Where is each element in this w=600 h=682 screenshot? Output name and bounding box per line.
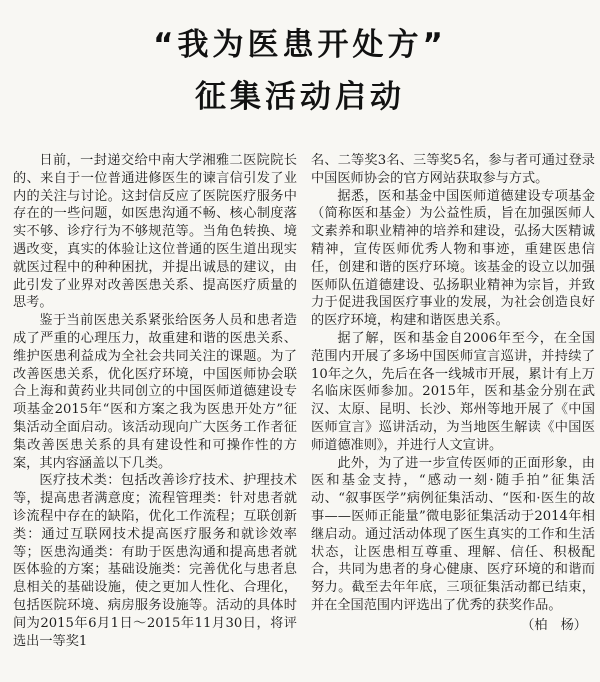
- paragraph: 此外，为了进一步宣传医师的正面形象，由医和基金支持，“感动一刻·随手拍”征集活动、“叙事医学”病例征集活动、“医和·医生的故事——医师正能量”微电影征集活动于2014年相继启动。通过活动体现了医生真实的工作和生活状态，让医患相互尊重、理解、信任、积极配合，共同为患者的身心健康、医疗环境的和谐而努力。截至去年年底，三项征集活动都已结束，并在全国范围内评选出了优秀的获奖作品。: [311, 455, 595, 613]
- paragraph: 据悉，医和基金中国医师道德建设专项基金（简称医和基金）为公益性质，旨在加强医师人文素养和职业精神的培养和建设，弘扬大医精诚精神，宣传医师优秀人物和事迹，重建医患信任，创建和谐的医疗环境。该基金的设立以加强医师队伍道德建设、弘扬职业精神为宗旨，并致力于促进我国医疗事业的发展，为社会创造良好的医疗环境，构建和谐医患关系。: [311, 188, 595, 329]
- headline-line-2: 征集活动启动: [195, 79, 405, 115]
- paragraph: 日前，一封递交给中南大学湘雅二医院院长的、来自于一位普通进修医生的谏言信引发了业内的关注与讨论。这封信反应了医院医疗服务中存在的一些问题，如医患沟通不畅、核心制度落实不够、诊疗行为不够规范等。当角色转换、境遇改变，真实的体验让这位普通的医生道出现实就医过程中的种种困扰，并提出诚恳的建议，由此引发了业界对改善医患关系、提高医疗质量的思考。: [13, 153, 297, 311]
- left-column: [13, 152, 297, 650]
- paragraph: 鉴于当前医患关系紧张给医务人员和患者造成了严重的心理压力，故重建和谐的医患关系、维护医患利益成为全社会共同关注的课题。为了改善医患关系，优化医疗环境，中国医师协会联合上海和黄药业共同创立的中国医师道德建设专项基金2015年“医和方案之我为医患开处方”征集活动全面启动。该活动现向广大医务工作者征集改善医患关系的具有建设性和可操作性的方案，其内容涵盖以下几类。: [13, 313, 297, 471]
- paragraph: 名、二等奖3名、三等奖5名，参与者可通过登录中国医师协会的官方网站获取参与方式。: [311, 153, 595, 186]
- paragraph: 医疗技术类：包括改善诊疗技术、护理技术等，提高患者满意度；流程管理类：针对患者就诊流程中存在的缺陷，优化工作流程；互联创新类：通过互联网技术提高医疗服务和就诊效率等；医患沟通类：有助于医患沟通和提高患者就医体验的方案；基础设施类：完善优化与患者息息相关的基础设施，使之更加人性化、合理化，包括医院环境、病房服务设施等。活动的具体时间为2015年6月1日～2015年11月30日，将评选出一等奖1: [13, 473, 297, 649]
- right-column: [311, 152, 595, 635]
- headline-line-1: “我为医患开处方”: [153, 27, 447, 63]
- article-headline: [0, 22, 600, 122]
- author-byline: （柏 杨）: [521, 617, 587, 633]
- paragraph: 据了解，医和基金自2006年至今，在全国范围内开展了多场中国医师宣言巡讲，并持续了10年之久，先后在各一线城市开展，累计有上万名临床医师参加。2015年，医和基金分别在武汉、太原、昆明、长沙、郑州等地开展了《中国医师宣言》巡讲活动，为当地医生解读《中国医师道德准则》，并进行人文宣讲。: [311, 330, 595, 453]
